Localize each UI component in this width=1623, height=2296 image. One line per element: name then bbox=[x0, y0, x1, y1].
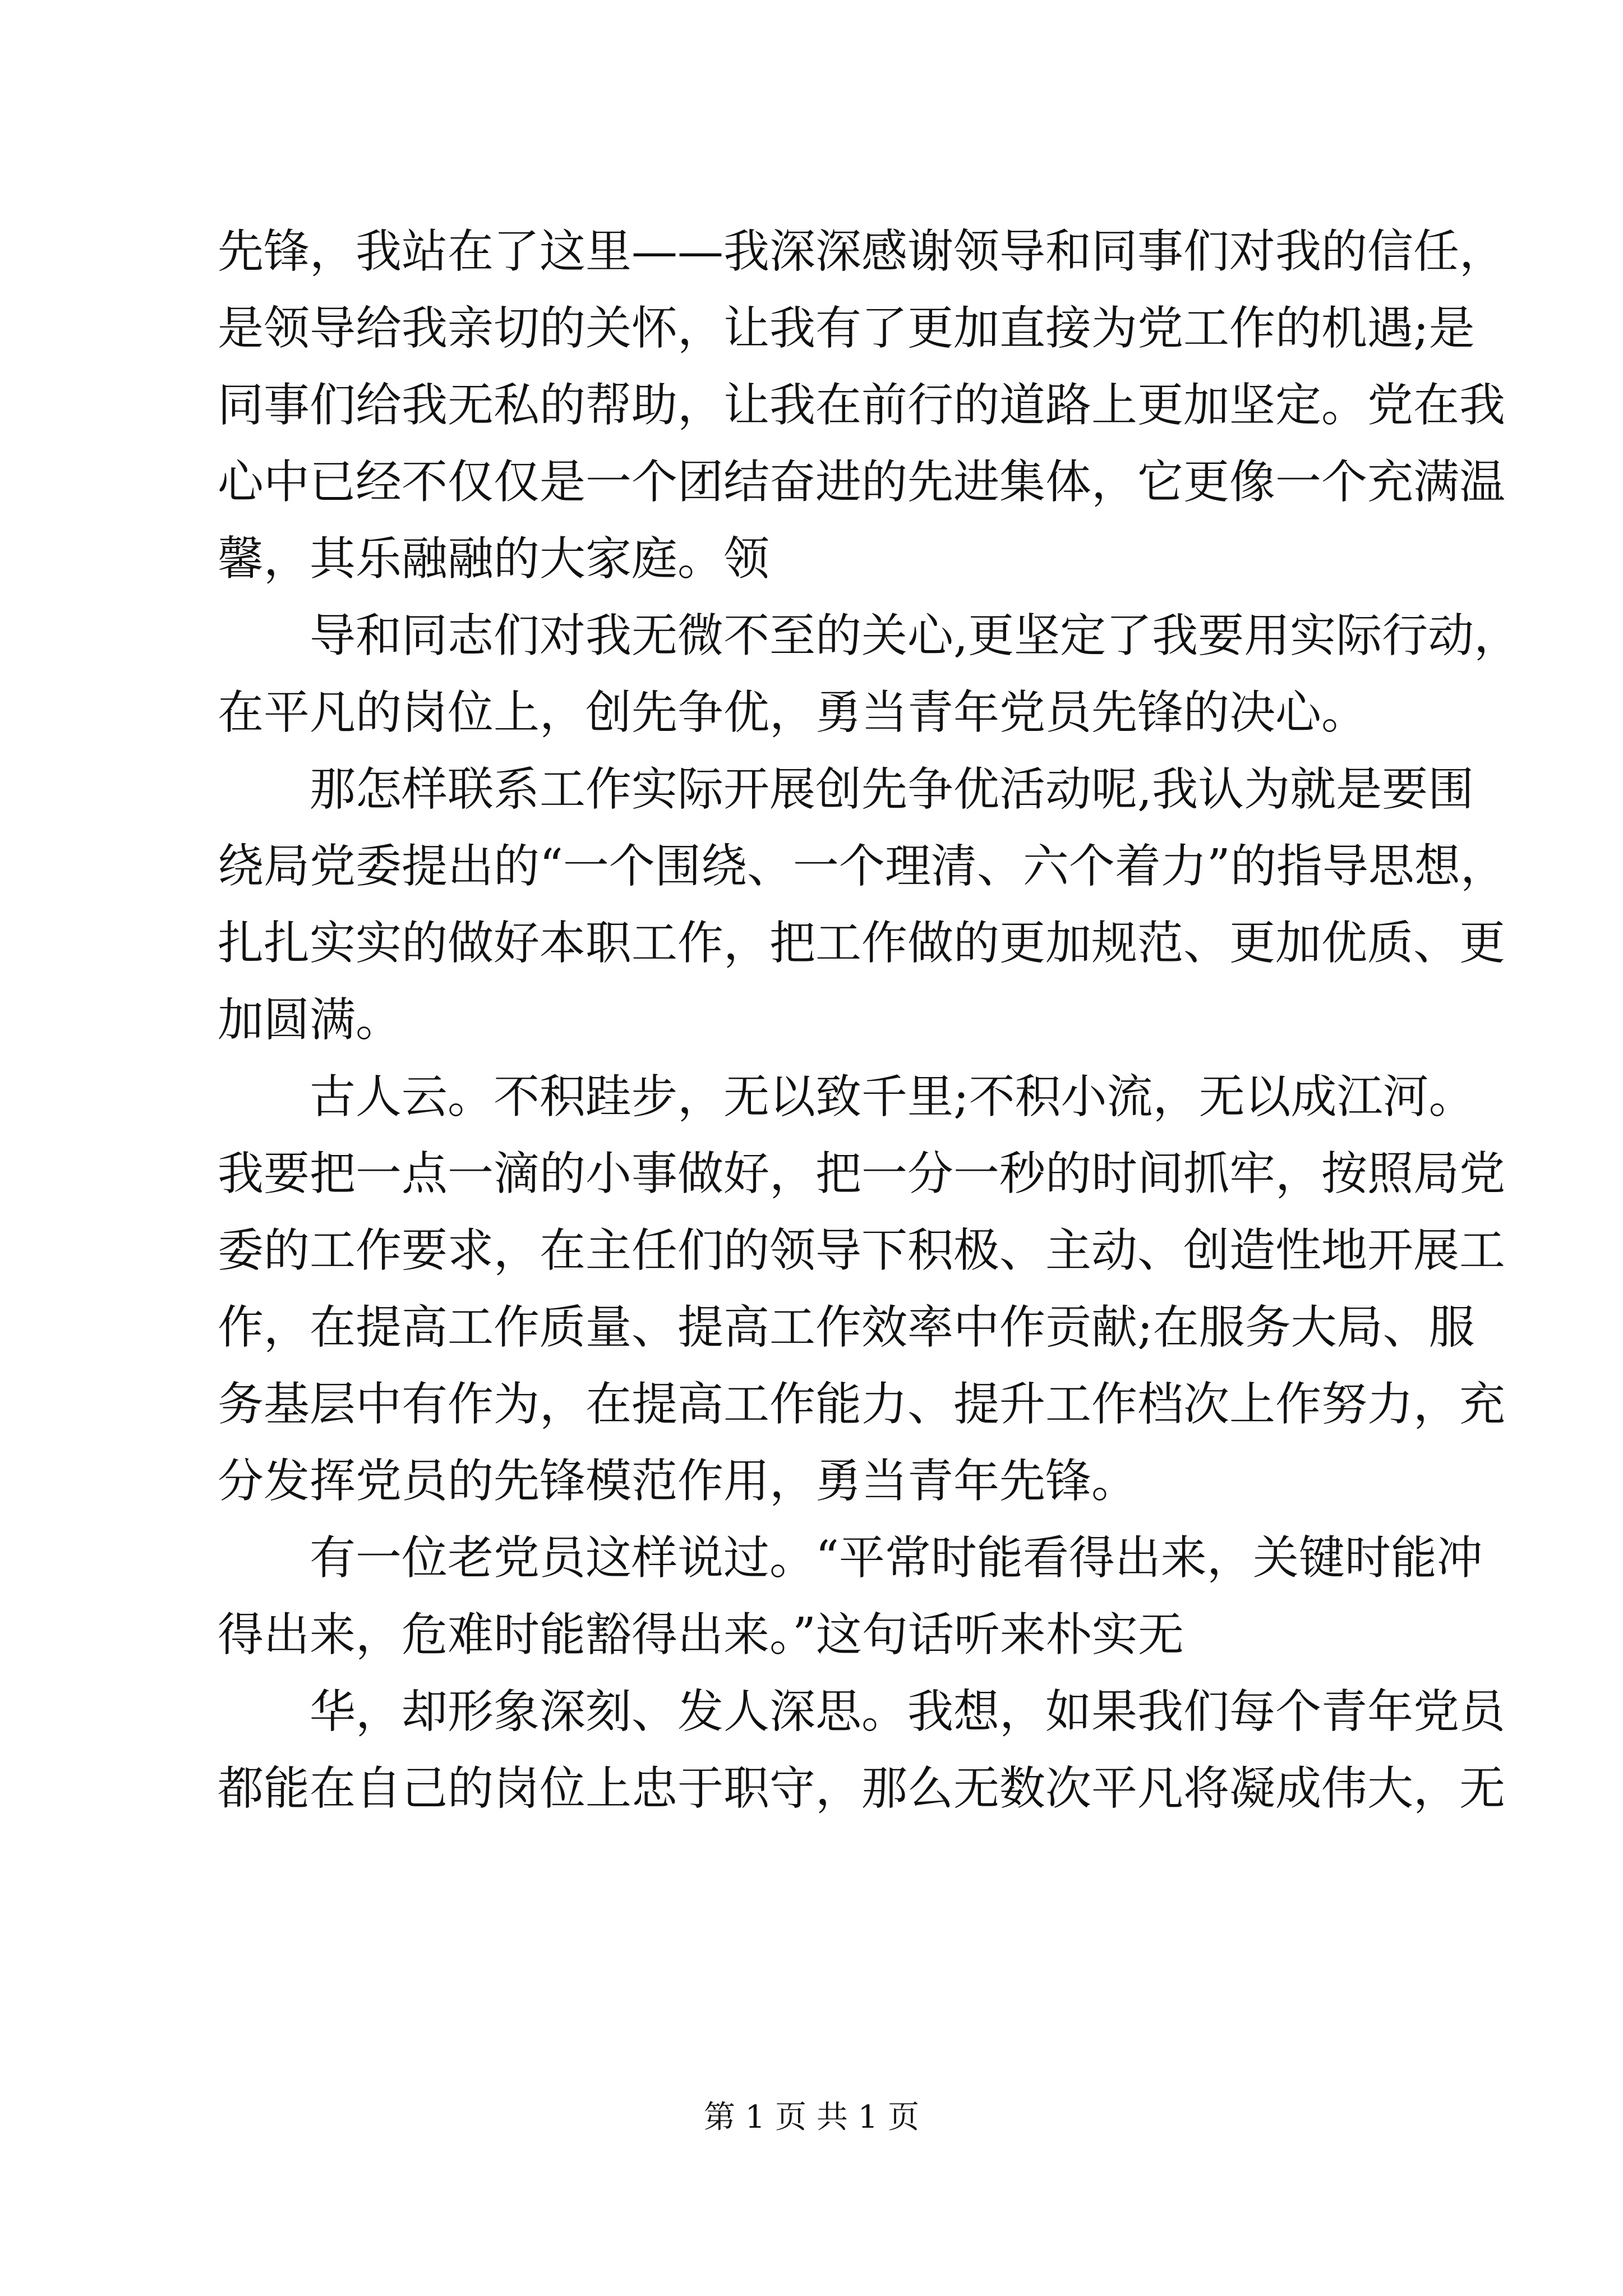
text-line: 得出来，危难时能豁得出来。”这句话听来朴实无 bbox=[218, 1608, 1184, 1662]
text-line: 心中已经不仅仅是一个团结奋进的先进集体，它更像一个充满温 bbox=[218, 455, 1506, 509]
text-line: 有一位老党员这样说过。“平常时能看得出来，关键时能冲 bbox=[310, 1531, 1483, 1585]
text-line: 作，在提高工作质量、提高工作效率中作贡献;在服务大局、服 bbox=[218, 1301, 1475, 1354]
text-line: 华，却形象深刻、发人深思。我想，如果我们每个青年党员 bbox=[310, 1685, 1506, 1738]
text-line: 务基层中有作为，在提高工作能力、提升工作档次上作努力，充 bbox=[218, 1378, 1506, 1431]
text-line: 导和同志们对我无微不至的关心,更坚定了我要用实际行动， bbox=[310, 609, 1520, 662]
text-line: 先锋，我站在了这里——我深深感谢领导和同事们对我的信任， bbox=[218, 225, 1506, 278]
page-footer bbox=[0, 2098, 1623, 2137]
text-line: 扎扎实实的做好本职工作，把工作做的更加规范、更加优质、更 bbox=[218, 917, 1506, 970]
page-number: 第 1 页 共 1 页 bbox=[703, 2099, 920, 2136]
text-line: 在平凡的岗位上，创先争优，勇当青年党员先锋的决心。 bbox=[218, 686, 1368, 739]
text-line: 绕局党委提出的“一个围绕、一个理清、六个着力”的指导思想， bbox=[218, 840, 1506, 893]
text-line: 我要把一点一滴的小事做好，把一分一秒的时间抓牢，按照局党 bbox=[218, 1147, 1506, 1200]
text-line: 分发挥党员的先锋模范作用，勇当青年先锋。 bbox=[218, 1455, 1138, 1508]
text-line: 委的工作要求，在主任们的领导下积极、主动、创造性地开展工 bbox=[218, 1224, 1506, 1277]
text-line: 馨，其乐融融的大家庭。领 bbox=[218, 532, 770, 586]
text-line: 都能在自己的岗位上忠于职守，那么无数次平凡将凝成伟大，无 bbox=[218, 1762, 1506, 1815]
text-line: 古人云。不积跬步，无以致千里;不积小流，无以成江河。 bbox=[310, 1070, 1475, 1124]
text-line: 加圆满。 bbox=[218, 993, 402, 1047]
document-body bbox=[218, 213, 1520, 1827]
text-line: 同事们给我无私的帮助，让我在前行的道路上更加坚定。党在我 bbox=[218, 379, 1506, 432]
text-line: 那怎样联系工作实际开展创先争优活动呢,我认为就是要围 bbox=[310, 763, 1474, 816]
text-line: 是领导给我亲切的关怀，让我有了更加直接为党工作的机遇;是 bbox=[218, 302, 1475, 355]
